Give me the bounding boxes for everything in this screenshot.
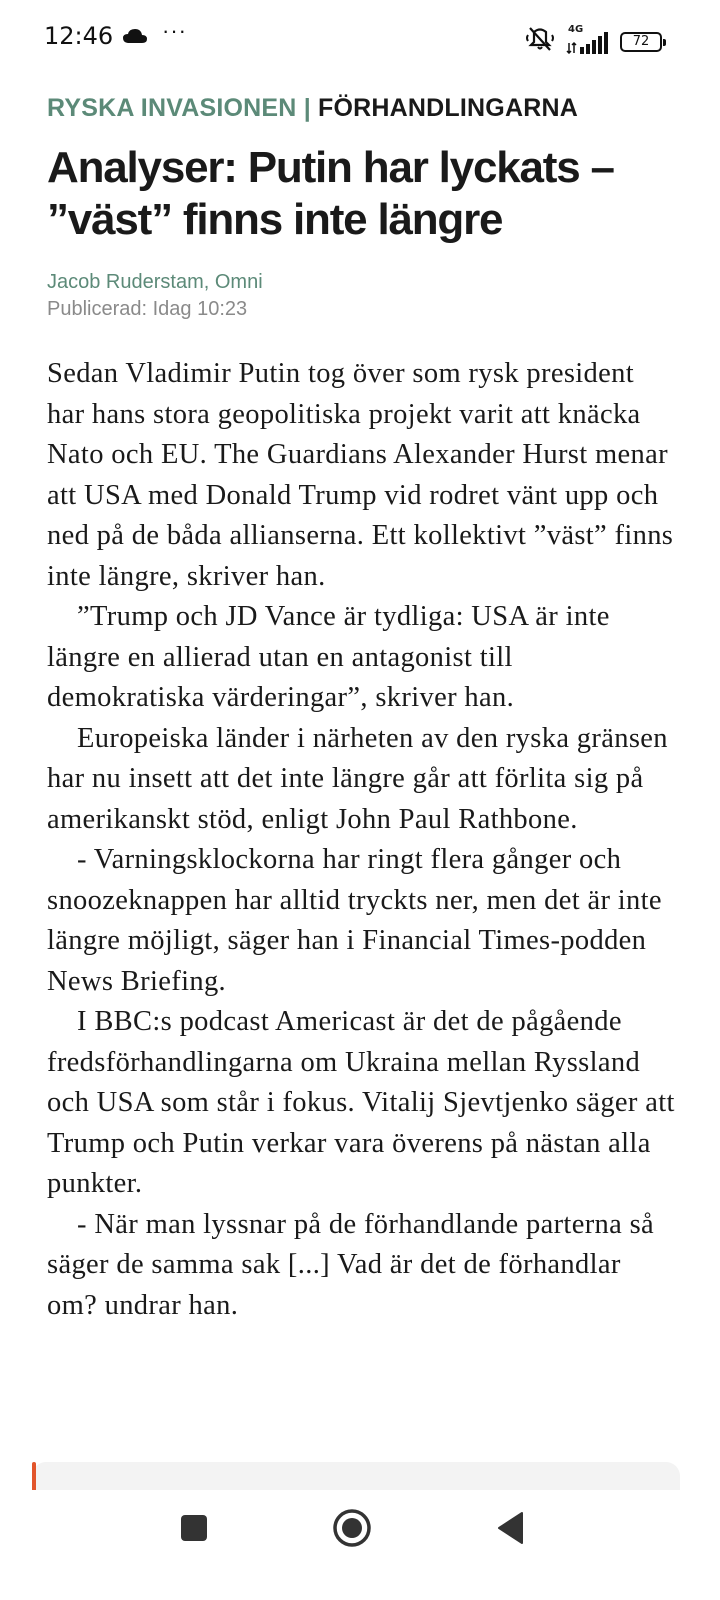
kicker-separator: | [303,94,311,122]
battery-level: 72 [632,34,650,49]
subcategory-link[interactable]: FÖRHANDLINGARNA [318,94,578,122]
recents-icon [179,1513,209,1548]
card-accent-bar [32,1462,36,1492]
status-right-icons [524,23,662,57]
published-label: Publicerad: [47,298,148,320]
article-paragraph: I BBC:s podcast Americast är det de pågående fredsförhandlingarna om Ukraina mellan Ryssland och USA som står i fokus. Vitalij Sjevtjenko säger att Trump och Putin verkar vara överens på nästan alla punkter. [47,1006,675,1199]
home-button[interactable] [312,1490,392,1570]
home-icon [332,1508,372,1553]
article-paragraph: Sedan Vladimir Putin tog över som rysk president har hans stora geopolitiska projekt varit att knäcka Nato och EU. The Guardians Alexander Hurst menar att USA med Donald Trump vid rodret vänt upp och ned på de båda allianserna. Ett kollektivt ”väst” finns inte längre, skriver han. [47,358,674,592]
published-time: Idag 10:23 [152,298,248,320]
back-button[interactable] [471,1490,551,1570]
silent-mode-icon [524,26,556,57]
status-time: 12:46 [44,22,114,50]
article-paragraph: - När man lyssnar på de förhandlande parterna så säger de samma sak [...] Vad är det de förhandlar om? undrar han. [47,1208,655,1321]
signal-icon [566,23,610,54]
system-nav-bar [0,1490,720,1600]
cloud-icon [122,28,148,49]
status-bar [0,0,720,80]
author-byline[interactable]: Jacob Ruderstam, Omni [47,271,263,293]
article-paragraph: ”Trump och JD Vance är tydliga: USA är inte längre en allierad utan en antagonist till demokratiska värderingar”, skriver han. [47,601,610,713]
article-body [47,354,675,1326]
article-paragraph: - Varningsklockorna har ringt flera gånger och snoozeknappen har alltid tryckts ner, men det är inte längre möjligt, säger han i Financial Times-podden News Briefing. [47,844,662,997]
network-type-label: 4G [568,23,584,35]
article-paragraph: Europeiska länder i närheten av den ryska gränsen har nu insett att det inte längre går att förlita sig på amerikanskt stöd, enligt John Paul Rathbone. [47,722,668,835]
recents-button[interactable] [154,1490,234,1570]
back-icon [496,1511,526,1550]
article-kicker [47,94,578,123]
more-notifications-icon: ··· [162,18,187,43]
battery-icon [620,32,662,52]
published-info [47,298,247,321]
article-headline: Analyser: Putin har lyckats – ”väst” finns inte längre [47,143,614,244]
category-link[interactable]: RYSKA INVASIONEN [47,94,297,122]
